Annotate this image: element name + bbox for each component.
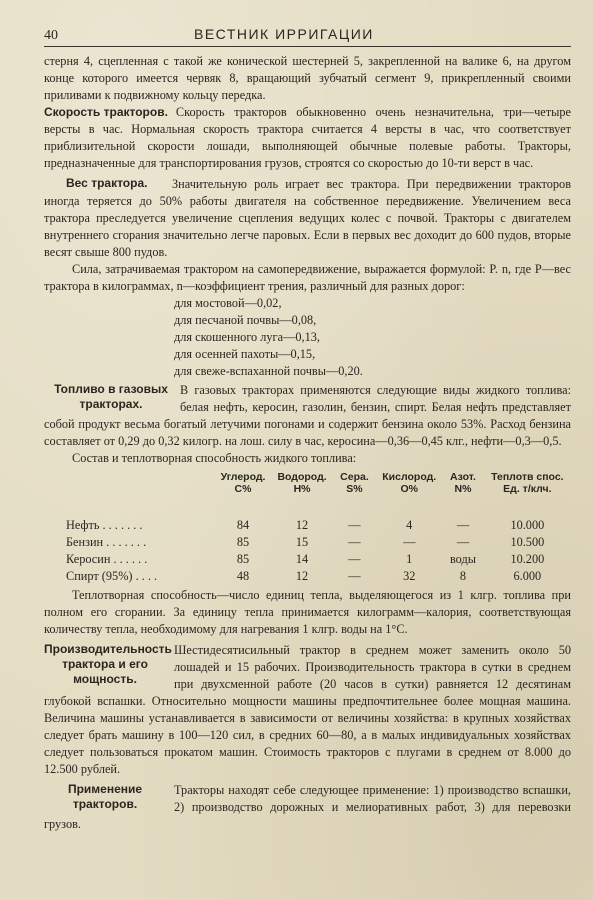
- table-cell: —: [456, 518, 470, 532]
- productivity-text: Шестидесятисильный трактор в среднем может заменить около 50 лошадей и 15 рабочих. Производительность трактора в сутки в среднем при двухсменной работе (20 часов в сутки) равняется 12 десятинам глубокой вспашки. Относительно мощности машины предпочтительнее более мощная машина. Величина машины устанавливается в зависимости от величины хозяйства: в крупных хозяйствах следует брать машину в 100—120 сил, в средних 60—80, а в малых индивидуальных хозяйствах следует пользоваться прокатом машин. Стоимость тракторов с плугами в среднем от 8.000 до 12.500 рублей.: [44, 643, 571, 776]
- table-cell: 10.000: [510, 518, 545, 532]
- section-fuel: [44, 382, 571, 450]
- fuel-text: В газовых тракторах применяются следующие виды жидкого топлива: белая нефть, керосин, газолин, бензин, спирт. Белая нефть представляет собой продукт весьма богатый летучими погонами и содержит бензина около 53%. Расход бензина составляет от 0,29 до 0,32 килогр. на лош. силу в час, керосина—0,36—0,45 клг., нефти—0,3—0,5.: [44, 383, 571, 448]
- formula-text: Сила, затрачиваемая трактором на самопередвижение, выражается формулой: P. n, где P—вес трактора в килограммах, n—коэффициент трения, различный для разных дорог:: [44, 262, 571, 293]
- table-cell: Спирт (95%) . . . .: [66, 569, 158, 583]
- speed-text: Скорость тракторов обыкновенно очень незначительна, три—четыре версты в час. Нормальная скорость трактора считается 4 версты в час, что соответствует приблизительной скорости лошади, выполняющей обычные полевые работы. Тракторы, предназначенные для транспортирования грузов, строятся со скоростью до 10-ти верст в час.: [44, 105, 571, 170]
- section-weight: [44, 176, 571, 261]
- friction-item: для свеже-вспаханной почвы—0,20.: [174, 364, 363, 378]
- table-cell: —: [456, 535, 470, 549]
- table-header: [66, 471, 215, 501]
- table-row: [66, 517, 571, 534]
- friction-item: для песчаной почвы—0,08,: [174, 313, 317, 327]
- friction-item: для осенней пахоты—0,15,: [174, 347, 316, 361]
- table-cell: Нефть . . . . . . .: [66, 518, 143, 532]
- table-header: Водород. H%: [277, 471, 327, 495]
- table-cell: —: [348, 569, 361, 583]
- table-caption: Состав и теплотворная способность жидкого топлива:: [72, 451, 357, 465]
- table-header-row: [66, 471, 571, 501]
- weight-text: Значительную роль играет вес трактора. При передвижении тракторов иногда теряется до 50% работы двигателя на собственное передвижение. Увеличением веса трактора преследуется увеличение сцепления ведущих колес с почвой. Тракторы с двигателем внутреннего сгорания значительно легче паровых. Если в первых вес доходит до 600 пудов, вторые весят свыше 800 пудов.: [44, 177, 571, 259]
- table-header: Сера. S%: [340, 471, 369, 495]
- table-header: Теплотв спос. Ед. т/клч.: [491, 471, 564, 495]
- calorific-definition: Теплотворная способность—число единиц тепла, выделяющегося из 1 клгр. топлива при полном его сгорании. За единицу тепла принимается килограмм—калория, соответствующая количеству тепла, необходимому для нагревания 1 клгр. воды на 1°C.: [44, 588, 571, 636]
- section-heading-weight: Вес трактора.: [66, 176, 148, 190]
- journal-title: ВЕСТНИК ИРРИГАЦИИ: [194, 26, 374, 42]
- page-number: 40: [44, 28, 58, 43]
- table-cell: 48: [236, 569, 250, 583]
- table-cell: 15: [295, 535, 309, 549]
- table-cell: Бензин . . . . . . .: [66, 535, 147, 549]
- friction-item: для мостовой—0,02,: [174, 296, 282, 310]
- fuel-composition-table: [66, 471, 571, 585]
- table-cell: 32: [403, 569, 416, 583]
- table-cell: 84: [236, 518, 250, 532]
- table-cell: —: [348, 518, 361, 532]
- table-cell: —: [348, 535, 361, 549]
- table-header: Азот. N%: [450, 471, 476, 495]
- table-cell: воды: [449, 552, 476, 566]
- table-cell: 1: [406, 552, 413, 566]
- section-speed: [44, 104, 571, 172]
- section-heading-fuel: Топливо в газовых тракторах.: [54, 382, 168, 411]
- section-heading-speed: Скорость тракторов.: [44, 105, 168, 119]
- table-cell: 85: [236, 535, 250, 549]
- table-cell: 85: [236, 552, 250, 566]
- section-productivity: [44, 642, 571, 778]
- table-cell: 10.200: [510, 552, 545, 566]
- table-header: Кислород. O%: [382, 471, 437, 495]
- table-cell: 6.000: [513, 569, 542, 583]
- friction-list: [174, 295, 571, 380]
- page-header: [44, 26, 571, 47]
- friction-item: для скошенного луга—0,13,: [174, 330, 320, 344]
- section-application: [44, 782, 571, 833]
- table-cell: Керосин . . . . . .: [66, 552, 148, 566]
- table-row: [66, 551, 571, 568]
- table-header: Углерод. C%: [220, 471, 266, 495]
- table-cell: —: [403, 535, 416, 549]
- table-cell: 10.500: [510, 535, 545, 549]
- section-heading-application: Применение тракторов.: [67, 782, 143, 811]
- table-cell: 12: [295, 518, 309, 532]
- table-cell: 8: [459, 569, 467, 583]
- table-row: [66, 534, 571, 551]
- intro-paragraph: стерня 4, сцепленная с такой же конической шестерней 5, закрепленной на валике 6, на другом конце которого имеется червяк 8, вращающий зубчатый сегмент 9, прикрепленный своими приливами к подвижному кольцу передка.: [44, 54, 571, 102]
- table-cell: —: [348, 552, 361, 566]
- table-cell: 14: [295, 552, 309, 566]
- table-cell: 12: [295, 569, 309, 583]
- application-text: Тракторы находят себе следующее применение: 1) производство вспашки, 2) производство дорожных и мелиоративных работ, 3) для перевозки грузов.: [44, 783, 571, 831]
- table-cell: 4: [406, 518, 413, 532]
- table-row: [66, 568, 571, 585]
- section-heading-productivity: Производительность трактора и его мощность.: [44, 642, 172, 686]
